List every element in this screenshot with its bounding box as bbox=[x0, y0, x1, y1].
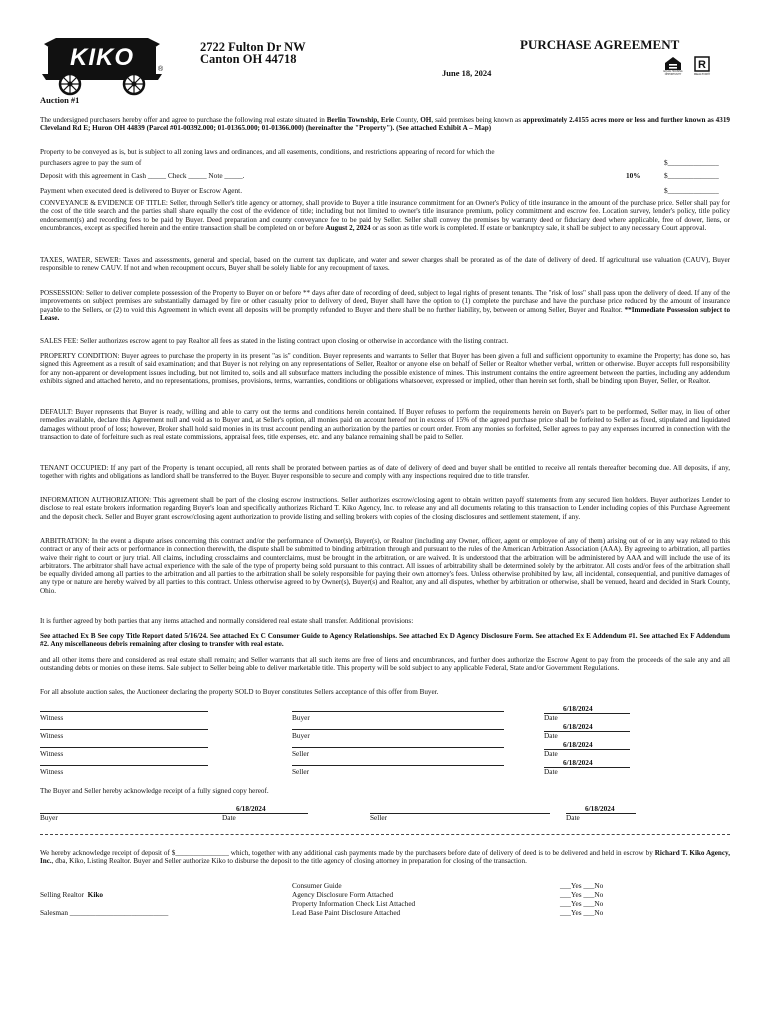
taxes-paragraph: TAXES, WATER, SEWER: Taxes and assessments, general and special, based on the current tax duplicate, and water and sewer charges shall be prorated as of the date of delivery of deed. If agricultural use valuation (CAUV), Buyer responsible to renew CAUV. If not and when recoupment occurs, Buyer shall be solely liable for any recoupment of taxes. bbox=[40, 256, 730, 273]
witness-label: Witness bbox=[40, 731, 64, 740]
tenant-paragraph: TENANT OCCUPIED: If any part of the Property is tenant occupied, all rents shall be prorated between parties as of date of delivery of deed and buyer shall be entitled to receive all rentals thereafter becoming due. All deposits, if any, together with rights and obligations as landlord shall be transferred to the Buyer. Buyer responsible to secure and comply with any inspections required due to title transfer. bbox=[40, 464, 730, 481]
witness-line[interactable] bbox=[40, 729, 208, 730]
witness-line[interactable] bbox=[40, 711, 208, 712]
receipt-tail: , dba, Kiko, Listing Realtor. Buyer and Seller authorize Kiko to disburse the deposit to the title agency of closing attorney in preparation for closing of the transaction. bbox=[51, 857, 527, 866]
document-title: PURCHASE AGREEMENT bbox=[520, 37, 680, 52]
equal-housing-label: EQUAL HOUSING OPPORTUNITY bbox=[663, 71, 683, 76]
possession-bold: **Immediate Possession subject to Lease. bbox=[40, 305, 731, 322]
intro-known-as: , said premises being known as bbox=[431, 116, 523, 124]
receipt-paragraph bbox=[40, 849, 730, 866]
deposit-label: Deposit with this agreement in Cash _____ Check _____ Note _____. bbox=[40, 171, 245, 180]
date-label: Date bbox=[544, 713, 558, 722]
buyer-label: Buyer bbox=[292, 713, 310, 722]
conveyance-tail: or as soon as title work is completed. If estate or bankruptcy sale, it shall be subject to any necessary Court approval. bbox=[370, 223, 707, 232]
date-label: Date bbox=[544, 749, 558, 758]
agency-name: Richard T. Kiko Agency, Inc. bbox=[40, 849, 730, 866]
conveyance-text: CONVEYANCE & EVIDENCE OF TITLE: Seller, through Seller's title agency or attorney, shall provide to Buyer a title insurance commitment for an Owner's Policy of title insurance in the amount of the purchase price. Seller shall pay for the cost of the title search and the parties shall share equally the cost of the evidence of title; including but not limited to owner's title insurance premium, policy commitment and escrow fee. Location survey, lender's policy, title policy endorsement(s) and recording fees to be paid by Buyer. Deed preparation and county conveyance fee to be paid by Seller. Seller shall convey the premises by warranty deed or fiduciary deed where applicable, free of dower, liens, or encumbrances, except as specified herein and the entire transaction shall be completed on or before bbox=[40, 199, 730, 232]
witness-label: Witness bbox=[40, 713, 64, 722]
deposit-percent: 10% bbox=[626, 171, 641, 180]
sales-fee-paragraph: SALES FEE: Seller authorizes escrow agent to pay Realtor all fees as stated in the listing contract upon closing or otherwise in accordance with the listing contract. bbox=[40, 337, 509, 345]
equal-housing-icon bbox=[664, 56, 682, 78]
information-paragraph: INFORMATION AUTHORIZATION: This agreement shall be part of the closing escrow instructions. Seller authorizes escrow/closing agent to obtain written payoff statements from any secured lien holders. Buyer authorizes Lender to disclose to real estate brokers information regarding Buyer's loan and specifically authorizes Richard T. Kiko Agency, Inc. to release any and all documents relating to this transaction to Lender including copies of this Purchase Agreement and the deposit check. Seller and Buyer grant escrow/closing agent authorization to provide listing and selling brokers with copies of the closing disclosures and settlement statement, if any. bbox=[40, 496, 730, 521]
realtor-label: REALTOR® bbox=[693, 72, 711, 76]
witness-label: Witness bbox=[40, 749, 64, 758]
date-value: 6/18/2024 bbox=[563, 704, 593, 713]
conveyed-text: Property to be conveyed as is, but is subject to all zoning laws and ordinances, and all easements, conditions, and restrictions appearing of record for which the bbox=[40, 148, 495, 156]
ack-buyer-date-label: Date bbox=[222, 813, 236, 822]
checklist-item-value[interactable]: ___Yes ___No bbox=[560, 881, 604, 890]
ack-seller-line[interactable] bbox=[370, 813, 550, 814]
default-paragraph: DEFAULT: Buyer represents that Buyer is ready, willing and able to carry out the terms and conditions herein contained. If Buyer refuses to perform the requirements herein on Buyer's part to be performed, Seller may, in lieu of other remedies available, declare this Agreement null and void as to Buyer and, at Seller's option, all monies paid on account hereof not in excess of 15% of the agreed purchase price shall be forfeited to Seller as fixed, stipulated and liquidated damages without proof of loss; however, Broker shall hold said monies in its trust account pending an authorization by the parties or court order. From any monies so forfeited, Seller agrees to pay any expenses incurred in connection with the transaction to date of forfeiture such as real estate commissions, appraisal fees, title expenses, etc. and any balance remaining shall be paid to Seller. bbox=[40, 408, 730, 441]
absolute-auction-paragraph: For all absolute auction sales, the Auctioneer declaring the property SOLD to Buyer constitutes Sellers acceptance of this offer from Buyer. bbox=[40, 688, 439, 696]
sum-label: purchasers agree to pay the sum of bbox=[40, 158, 142, 167]
logo-trademark: ® bbox=[158, 66, 164, 73]
seller-line[interactable] bbox=[292, 747, 504, 748]
property-condition-paragraph: PROPERTY CONDITION: Buyer agrees to purchase the property in its present "as is" condition. Buyer represents and warrants to Seller that Buyer has been given a full and sufficient opportunity to examine the Property; has done so, has signed this Agreement as a result of said examination; and that Buyer is not relying on any representations of Seller, Realtor or anyone else on behalf of Seller or Realtor whether verbal, written or otherwise. Buyer accepts full responsibility for any non-apparent or development issues including, but not limited to, soils and all subsurface matters including the possible existence of mines. This instrument contains the entire agreement between the parties, including any addendum exhibits signed and attached hereto, and no representations, promises, provisions, terms, warranties, conditions or obligations whatsoever, expressed or implied, other than herein set forth, shall be binding upon Buyer, Seller, or Realtor. bbox=[40, 352, 730, 385]
intro-state: OH bbox=[420, 116, 432, 124]
conveyance-paragraph bbox=[40, 199, 730, 232]
witness-line[interactable] bbox=[40, 765, 208, 766]
closing-date: August 2, 2024 bbox=[325, 223, 371, 232]
ack-buyer-date-value: 6/18/2024 bbox=[236, 804, 266, 813]
date-value: 6/18/2024 bbox=[563, 758, 593, 767]
witness-line[interactable] bbox=[40, 747, 208, 748]
intro-county: County, bbox=[393, 116, 421, 124]
address-line-1: 2722 Fulton Dr NW bbox=[200, 40, 306, 54]
deposit-value: $______________ bbox=[664, 171, 719, 180]
receipt-text: We hereby acknowledge receipt of deposit of $_______________ which, together with any additional cash payments made by the purchasers before date of delivery of deed is to be delivered and held in escrow by bbox=[40, 849, 655, 857]
ack-seller-label: Seller bbox=[370, 813, 388, 822]
svg-text:R: R bbox=[698, 59, 706, 71]
realtor-icon bbox=[694, 56, 710, 78]
selling-realtor-label: Selling Realtor bbox=[40, 890, 84, 899]
acknowledge-text: The Buyer and Seller hereby acknowledge receipt of a fully signed copy hereof. bbox=[40, 787, 269, 795]
seller-label: Seller bbox=[292, 767, 310, 776]
seller-line[interactable] bbox=[292, 765, 504, 766]
date-value: 6/18/2024 bbox=[563, 740, 593, 749]
checklist-item-value[interactable]: ___Yes ___No bbox=[560, 899, 604, 908]
auction-title: Auction #1 bbox=[40, 95, 80, 105]
other-items-paragraph: and all other items there and considered as real estate shall remain; and Seller warrants that all such items are free of liens and encumbrances, and further does authorize the Escrow Agent to pay from the proceeds of the sale any and all outstanding debts or monies on these items. Sale subject to Seller being able to deliver marketable title. This property will be sold subject to any applicable Federal, State and/or Government Regulations. bbox=[40, 656, 730, 673]
possession-text: POSSESSION: Seller to deliver complete possession of the Property to Buyer on or before ** days after date of recording of deed, subject to legal rights of present tenants. The "risk of loss" shall pass upon the delivery of deed. If any of the improvements on subject premises are substantially damaged by fire or other casualty prior to delivery of deed, Buyer shall have the option to (1) complete the purchase and have the purchase price reduced by the amount of insurance payable to the Sellers, or (2) to void this Agreement in which event all deposits will be promptly refunded to Buyer and there shall be no further liability, by, between or among Seller, Buyer and Realtor. bbox=[40, 289, 730, 314]
ack-buyer-label: Buyer bbox=[40, 813, 58, 822]
ack-seller-date-label: Date bbox=[566, 813, 580, 822]
date-label: Date bbox=[544, 731, 558, 740]
sum-value: $______________ bbox=[664, 158, 719, 167]
salesman-field[interactable]: Salesman ___________________________ bbox=[40, 908, 169, 917]
checklist-item-value[interactable]: ___Yes ___No bbox=[560, 890, 604, 899]
intro-paragraph bbox=[40, 116, 730, 133]
attachments-paragraph: See attached Ex B See copy Title Report dated 5/16/24. See attached Ex C Consumer Guide to Agency Relationships. See attached Ex D Agency Disclosure Form. See attached Ex E Addendum #1. See attached Ex F Addendum #2. Any miscellaneous debris remaining after closing to transfer with real estate. bbox=[40, 632, 730, 649]
checklist-item-label: Consumer Guide bbox=[292, 881, 342, 890]
checklist-item-label: Agency Disclosure Form Attached bbox=[292, 890, 394, 899]
payment-label: Payment when executed deed is delivered to Buyer or Escrow Agent. bbox=[40, 186, 243, 195]
logo-text: KIKO bbox=[70, 44, 134, 71]
ack-buyer-line[interactable] bbox=[40, 813, 222, 814]
checklist-item-label: Lead Base Paint Disclosure Attached bbox=[292, 908, 401, 917]
payment-value: $______________ bbox=[664, 186, 719, 195]
buyer-line[interactable] bbox=[292, 729, 504, 730]
kiko-logo bbox=[38, 36, 166, 96]
property-description: approximately 2.4155 acres more or less and further known as 4319 Cleveland Rd E; Huron OH 44839 (Parcel #01-00392.000; 01-01365.000; 01-01366.000) (hereinafter the "Property"). (See attached Exhibit A – Map) bbox=[40, 116, 730, 133]
ack-seller-date-value: 6/18/2024 bbox=[585, 804, 615, 813]
arbitration-paragraph: ARBITRATION: In the event a dispute arises concerning this contract and/or the performance of Owner(s), Buyer(s), or Realtor (including any Owner, officer, agent or employee of any of them) arising out of or in any way related to this contract or any of their acts or performance in connection therewith, the dispute shall be submitted to binding arbitration through and pursuant to the rules of the American Arbitration Association (AAA). By agreeing to arbitration, all parties waive their right to court or jury trial. All claims, including crossclaims and counterclaims, must be brought in the arbitration, or are waived. It is understood that the arbitration will be administered by AAA and will include the use of its arbitrators. The arbitrator shall have actual experience with the sale of the type of property being sold pursuant to this contract. All issues of arbitrability shall be determined solely by the arbitrator. All costs and/or fees of the arbitration shall be equally divided among all parties to the arbitration and all parties to the arbitration shall be solely responsible for paying their own attorney's fees. Unless otherwise prohibited by law, all incidental, consequential, and punitive damages of any type or nature are hereby waived by all parties to this contract. Unless otherwise agreed to by Owner(s), Buyer(s) and Realtor, any and all disputes, whether by arbitration or otherwise, shall be venued, heard and decided in Stark County, Ohio. bbox=[40, 537, 730, 595]
witness-label: Witness bbox=[40, 767, 64, 776]
seller-label: Seller bbox=[292, 749, 310, 758]
date-value: 6/18/2024 bbox=[563, 722, 593, 731]
buyer-label: Buyer bbox=[292, 731, 310, 740]
further-agreed-paragraph: It is further agreed by both parties that any items attached and normally considered real estate shall transfer. Additional provisions: bbox=[40, 617, 414, 625]
possession-paragraph bbox=[40, 289, 730, 322]
date-label: Date bbox=[544, 767, 558, 776]
checklist-item-label: Property Information Check List Attached bbox=[292, 899, 416, 908]
address-line-2: Canton OH 44718 bbox=[200, 52, 297, 66]
section-divider bbox=[40, 834, 730, 835]
buyer-line[interactable] bbox=[292, 711, 504, 712]
checklist-item-value[interactable]: ___Yes ___No bbox=[560, 908, 604, 917]
selling-realtor-row bbox=[40, 891, 103, 900]
selling-realtor-value: Kiko bbox=[87, 890, 104, 899]
intro-location: Berlin Township, Erie bbox=[326, 116, 394, 124]
document-date: June 18, 2024 bbox=[442, 68, 492, 78]
intro-text: The undersigned purchasers hereby offer and agree to purchase the following real estate situated in bbox=[40, 116, 327, 124]
